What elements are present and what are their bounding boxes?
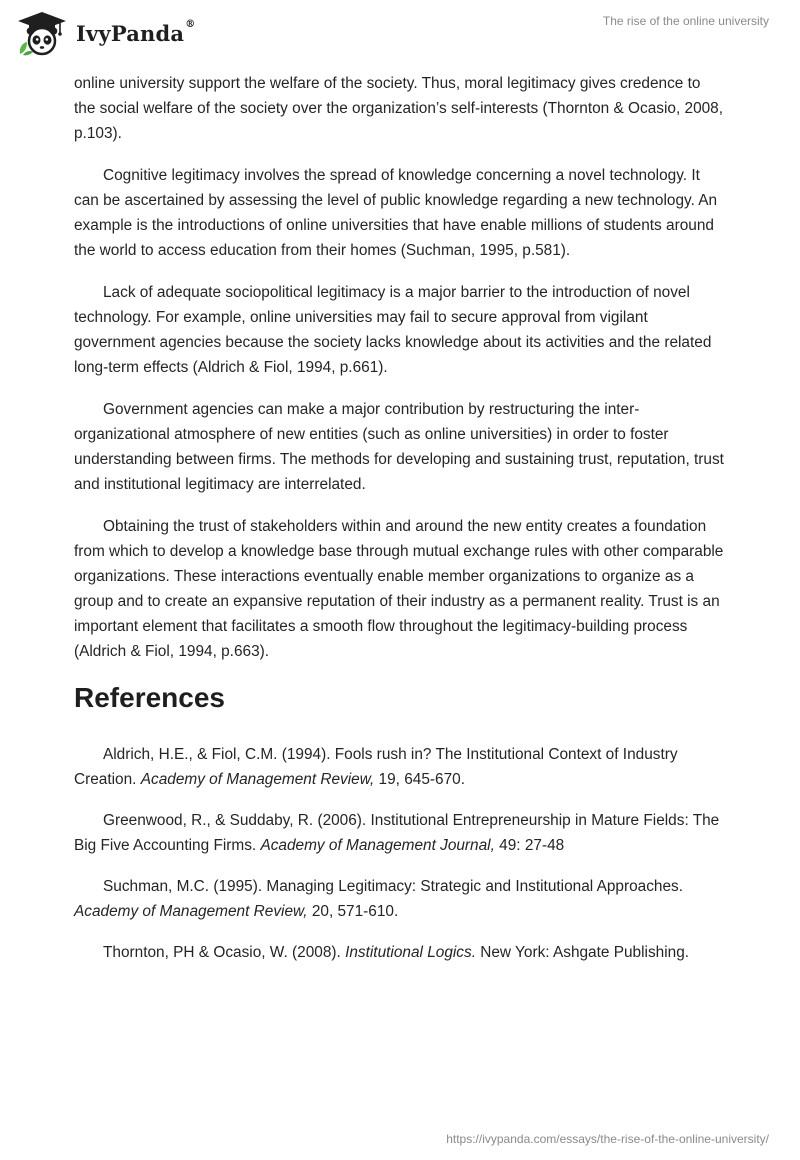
logo-brand-name: IvyPanda bbox=[76, 20, 185, 46]
reference-text: 20, 571-610. bbox=[307, 903, 399, 920]
essay-body bbox=[74, 71, 724, 981]
reference-journal: Academy of Management Review, bbox=[74, 903, 308, 920]
panda-graduate-icon bbox=[14, 10, 70, 56]
reference-journal: Academy of Management Review, bbox=[140, 771, 375, 788]
reference-book-title: Institutional Logics. bbox=[345, 944, 476, 961]
reference-text: New York: Ashgate Publishing. bbox=[475, 944, 690, 961]
paragraph: Cognitive legitimacy involves the spread of knowledge concerning a novel technology. It can be ascertained by assessing the level of public knowledge regarding a new technology. An example is the introductions of online universities that have enable millions of students around the world to access education from their homes (Suchman, 1995, p.581). bbox=[74, 167, 718, 259]
paragraph: Obtaining the trust of stakeholders within and around the new entity creates a foundation from which to develop a knowledge base through mutual exchange rules with other comparable organizations. These interactions eventually enable member organizations to organize as a group and to create an expansive reputation of their industry as a permanent reality. Trust is an important element that facilitates a smooth flow throughout the legitimacy-building process (Aldrich & Fiol, 1994, p.663). bbox=[74, 518, 724, 660]
reference-text: Greenwood, R., & Suddaby, R. (2006). Institutional Entrepreneurship in Mature Fields: The Big Five Accounting Firms. bbox=[74, 812, 720, 854]
reference-entry bbox=[74, 940, 724, 965]
paragraph: online university support the welfare of the society. Thus, moral legitimacy gives credence to the social welfare of the society over the organization’s self-interests (Thornton & Ocasio, 2008, p.103). bbox=[74, 75, 724, 142]
reference-text: Suchman, M.C. (1995). Managing Legitimacy: Strategic and Institutional Approaches. bbox=[103, 878, 684, 895]
paragraph: Lack of adequate sociopolitical legitimacy is a major barrier to the introduction of novel technology. For example, online universities may fail to secure approval from vigilant government agencies because the society lacks knowledge about its activities and the related long-term effects (Aldrich & Fiol, 1994, p.661). bbox=[74, 284, 712, 376]
reference-text: Thornton, PH & Ocasio, W. (2008). bbox=[103, 944, 346, 961]
references-heading: References bbox=[74, 682, 225, 713]
logo-text bbox=[76, 18, 196, 46]
reference-text: 49: 27-48 bbox=[494, 837, 565, 854]
registered-mark: ® bbox=[185, 18, 196, 30]
document-title: The rise of the online university bbox=[602, 14, 769, 28]
reference-text: Aldrich, H.E., & Fiol, C.M. (1994). Fools rush in? The Institutional Context of Industry Creation. bbox=[74, 746, 678, 788]
reference-entry bbox=[74, 742, 724, 792]
reference-entry bbox=[74, 808, 724, 858]
page-header bbox=[0, 0, 800, 66]
reference-journal: Academy of Management Journal, bbox=[260, 837, 495, 854]
reference-text: 19, 645-670. bbox=[374, 771, 465, 788]
ivypanda-logo[interactable] bbox=[14, 10, 195, 56]
source-url[interactable]: https://ivypanda.com/essays/the-rise-of-the-online-university/ bbox=[446, 1132, 769, 1146]
paragraph: Government agencies can make a major contribution by restructuring the inter-organizational atmosphere of new entities (such as online universities) in order to foster understanding between firms. The methods for developing and sustaining trust, reputation, trust and institutional legitimacy are interrelated. bbox=[74, 401, 724, 493]
reference-entry bbox=[74, 874, 724, 924]
